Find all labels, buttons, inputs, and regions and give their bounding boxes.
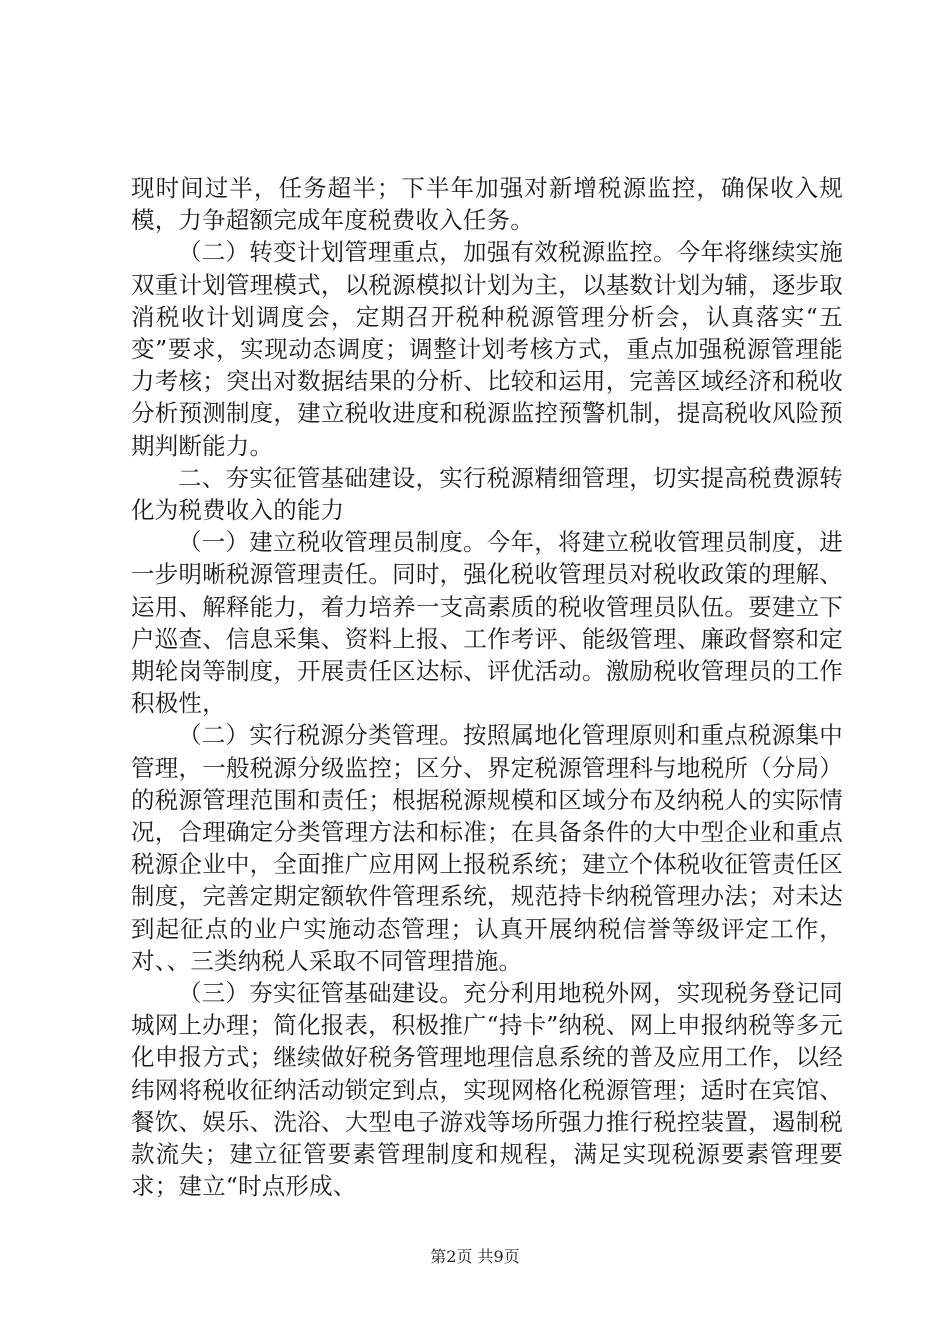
page-number-label: 第2页 共9页	[430, 1247, 520, 1266]
document-body	[131, 172, 843, 1203]
paragraph-5: （三）夯实征管基础建设。充分利用地税外网，实现税务登记同城网上办理；简化报表，积极推广“持卡”纳税、网上申报纳税等多元化申报方式；继续做好税务管理地理信息系统的普及应用工作，以经纬网将税收征纳活动锁定到点，实现网格化税源管理；适时在宾馆、餐饮、娱乐、洗浴、大型电子游戏等场所强力推行税控装置，遏制税款流失；建立征管要素管理制度和规程，满足实现税源要素管理要求；建立“时点形成、	[131, 979, 843, 1201]
paragraph-3: （一）建立税收管理员制度。今年，将建立税收管理员制度，进一步明晰税源管理责任。同时，强化税收管理员对税收政策的理解、运用、解释能力，着力培养一支高素质的税收管理员队伍。要建立下户巡查、信息采集、资料上报、工作考评、能级管理、廉政督察和定期轮岗等制度，开展责任区达标、评优活动。激励税收管理员的工作积极性，	[131, 528, 843, 718]
page-footer	[0, 1244, 950, 1267]
paragraph-2: （二）转变计划管理重点，加强有效税源监控。今年将继续实施双重计划管理模式，以税源模拟计划为主，以基数计划为辅，逐步取消税收计划调度会，定期召开税种税源管理分析会，认真落实“五变”要求，实现动态调度；调整计划考核方式，重点加强税源管理能力考核；突出对数据结果的分析、比较和运用，完善区域经济和税收分析预测制度，建立税收进度和税源监控预警机制，提高税收风险预期判断能力。	[131, 238, 843, 460]
section-heading-2: 二、夯实征管基础建设，实行税源精细管理，切实提高税费源转化为税费收入的能力	[131, 463, 843, 525]
paragraph-1: 现时间过半，任务超半；下半年加强对新增税源监控，确保收入规模，力争超额完成年度税费收入任务。	[131, 174, 843, 235]
paragraph-4: （二）实行税源分类管理。按照属地化管理原则和重点税源集中管理，一般税源分级监控；区分、界定税源管理科与地税所（分局）的税源管理范围和责任；根据税源规模和区域分布及纳税人的实际情况，合理确定分类管理方法和标准；在具备条件的大中型企业和重点税源企业中，全面推广应用网上报税系统；建立个体税收征管责任区制度，完善定期定额软件管理系统，规范持卡纳税管理办法；对未达到起征点的业户实施动态管理；认真开展纳税信誉等级评定工作，对、、三类纳税人采取不同管理措施。	[131, 721, 843, 975]
